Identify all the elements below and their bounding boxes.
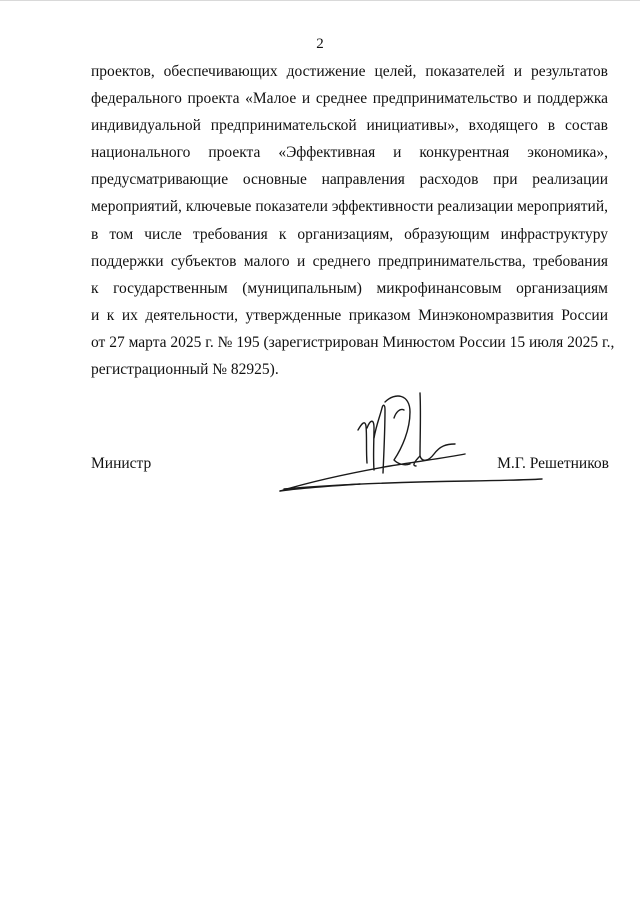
signatory-title: Министр bbox=[91, 455, 152, 472]
body-line: поддержки субъектов малого и среднего предпринимательства, требования bbox=[91, 252, 608, 270]
body-line: индивидуальной предпринимательской инициативы», входящего в состав bbox=[91, 117, 608, 135]
handwritten-signature bbox=[270, 378, 550, 508]
signatory-name: М.Г. Решетников bbox=[497, 455, 609, 472]
body-line: проектов, обеспечивающих достижение целей, показателей и результатов bbox=[91, 63, 608, 80]
page-number: 2 bbox=[316, 36, 324, 52]
body-line: национального проекта «Эффективная и конкурентная экономика», bbox=[91, 144, 608, 162]
body-line: от 27 марта 2025 г. № 195 (зарегистрирован Минюстом России 15 июля 2025 г., bbox=[91, 333, 615, 351]
body-line: предусматривающие основные направления расходов при реализации bbox=[91, 171, 608, 189]
body-paragraph bbox=[91, 58, 615, 383]
body-line: федерального проекта «Малое и среднее предпринимательство и поддержка bbox=[91, 90, 608, 108]
body-line: регистрационный № 82925). bbox=[91, 361, 279, 379]
page-top-edge bbox=[0, 0, 640, 1]
body-line: мероприятий, ключевые показатели эффективности реализации мероприятий, bbox=[91, 198, 608, 216]
body-line: к государственным (муниципальным) микрофинансовым организациям bbox=[91, 279, 608, 297]
body-line: в том числе требования к организациям, образующим инфраструктуру bbox=[91, 225, 608, 243]
body-line: и к их деятельности, утвержденные приказом Минэкономразвития России bbox=[91, 306, 608, 324]
